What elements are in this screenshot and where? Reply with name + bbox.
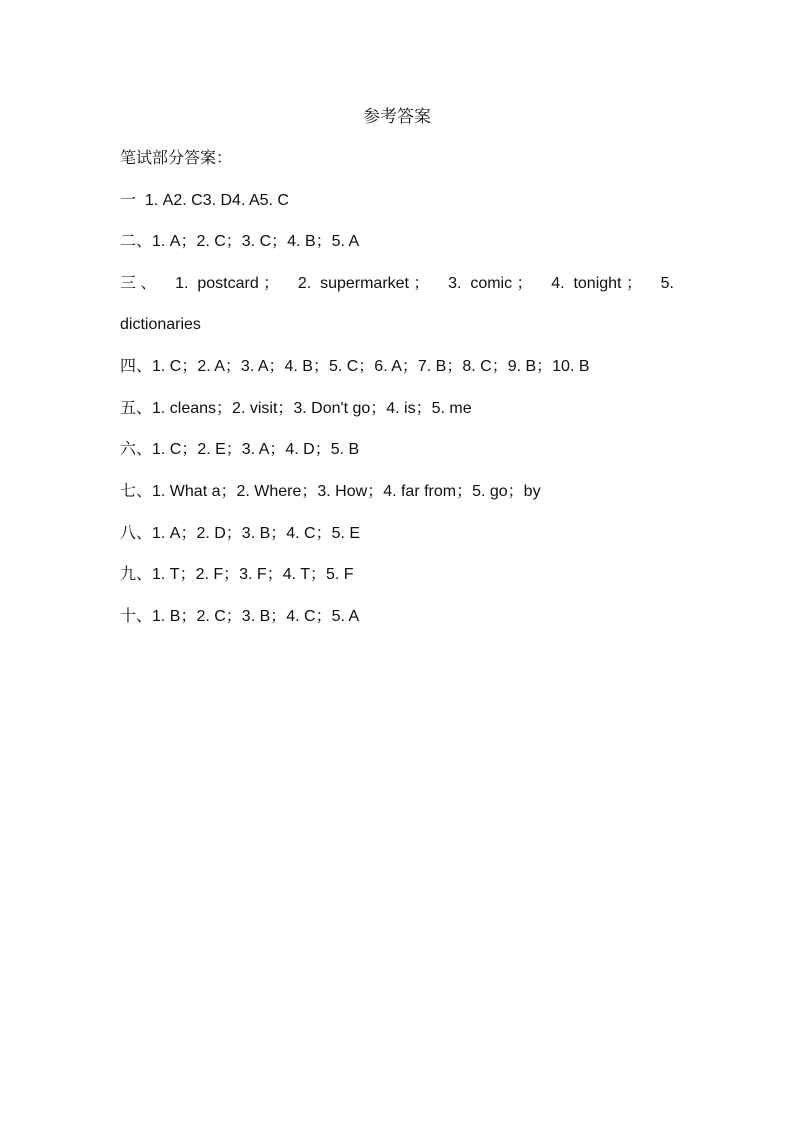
page-title: 参考答案 xyxy=(363,107,431,126)
section-heading: 笔试部分答案： xyxy=(120,150,233,167)
answer-line-8: 八、1. A；2. D；3. B；4. C；5. E xyxy=(120,525,361,542)
answer-line-3-part: 4. tonight ； xyxy=(551,275,642,292)
answer-line-3-part: 1. postcard ； xyxy=(175,275,280,292)
answer-line-2: 二、1. A；2. C；3. C；4. B；5. A xyxy=(120,233,360,250)
answer-line-4: 四、1. C；2. A；3. A；4. B；5. C；6. A；7. B；8. C；9. B；10. B xyxy=(120,358,590,375)
answer-line-6: 六、1. C；2. E；3. A；4. D；5. B xyxy=(120,441,360,458)
answer-line-3-part: 2. supermarket ； xyxy=(297,275,430,292)
answer-line-3-part: 三 、 xyxy=(120,275,157,292)
answer-line-3 xyxy=(120,273,674,295)
answer-line-10: 十、1. B；2. C；3. B；4. C；5. A xyxy=(120,608,360,625)
answer-line-7: 七、1. What a；2. Where；3. How；4. far from；5. go；by xyxy=(120,483,541,500)
answer-line-3-continued: dictionaries xyxy=(120,316,201,333)
answer-line-1: 一 1. A2. C3. D4. A5. C xyxy=(120,192,289,209)
answer-line-3-part: 3. comic ； xyxy=(448,275,533,292)
answer-line-9: 九、1. T；2. F；3. F；4. T；5. F xyxy=(120,566,354,583)
answer-line-3-part: 5. xyxy=(660,275,674,292)
answer-line-5: 五、1. cleans；2. visit；3. Don't go；4. is；5. me xyxy=(120,400,472,417)
